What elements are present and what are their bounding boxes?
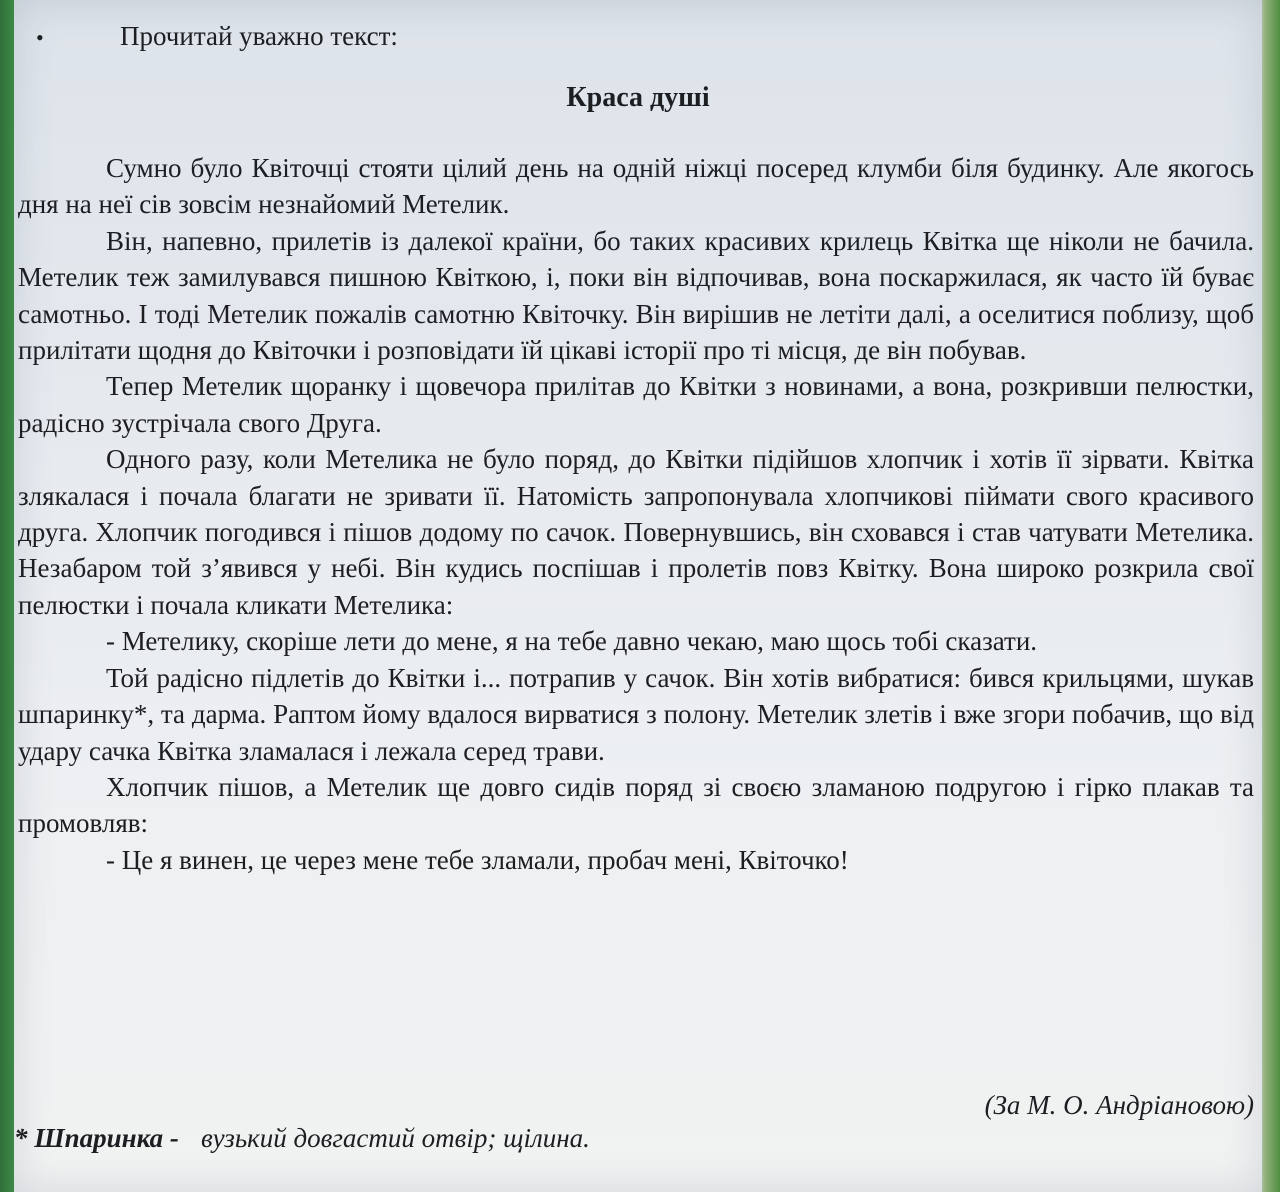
story-body [18,150,1254,878]
instruction-text: Прочитай уважно текст: [120,21,398,51]
footnote [14,1120,590,1156]
document-content [14,0,1262,1192]
paragraph-8-dialogue: - Це я винен, це через мене тебе зламали, пробач мені, Квіточко! [106,844,849,875]
paragraph-7: Хлопчик пішов, а Метелик ще довго сидів поряд зі своєю зламаною подругою і гірко плакав та промовляв: [18,771,1254,839]
paragraph-3: Тепер Метелик щоранку і щовечора прилітав до Квітки з новинами, а вона, розкривши пелюстки, радісно зустрічала свого Друга. [18,371,1254,438]
paragraph-6: Той радісно підлетів до Квітки і... потрапив у сачок. Він хотів вибратися: бився крильцями, шукав шпаринку*, та дарма. Раптом йому вдалося вирватися з полону. Метелик злетів і вже згори побачив, що від удару сачка Квітка зламалася і лежала серед трави. [18,662,1254,766]
bullet-icon: • [36,25,44,50]
footnote-term: * Шпаринка - [14,1123,179,1153]
story-title: Краса душі [566,82,710,113]
paragraph-2: Він, напевно, прилетів із далекої країни, бо таких красивих крилець Квітка ще ніколи не бачила. Метелик теж замилувався пишною Квіткою, і, поки він відпочивав, вона поскаржилася, як часто їй буває самотньо. І тоді Метелик пожалів самотню Квіточку. Він вирішив не летіти далі, а оселитися поблизу, щоб прилітати щодня до Квіточки і розповідати їй цікаві історії про ті місця, де він побував. [18,225,1254,366]
footnote-definition: вузький довгастий отвір; щілина. [200,1123,590,1153]
author-attribution: (За М. О. Андріановою) [984,1090,1254,1120]
instruction-line [36,18,398,56]
paper-sheet [14,0,1262,1192]
paragraph-1: Сумно було Квіточці стояти цілий день на одній ніжці посеред клумби біля будинку. Але якогось дня на неї сів зовсім незнайомий Метелик. [18,153,1254,220]
paragraph-5-dialogue: - Метелику, скоріше лети до мене, я на тебе давно чекаю, маю щось тобі сказати. [106,626,1038,657]
paragraph-4: Одного разу, коли Метелика не було поряд, до Квітки підійшов хлопчик і хотів її зірвати. Квітка злякалася і почала благати не зривати її. Натомість запропонувала хлопчикові піймати свого красивого друга. Хлопчик погодився і пішов додому по сачок. Повернувшись, він сховався і став чатувати Метелика. Незабаром той з’явився у небі. Він кудись поспішав і пролетів повз Квітку. Вона широко розкрила свої пелюстки і почала кликати Метелика: [18,444,1254,620]
